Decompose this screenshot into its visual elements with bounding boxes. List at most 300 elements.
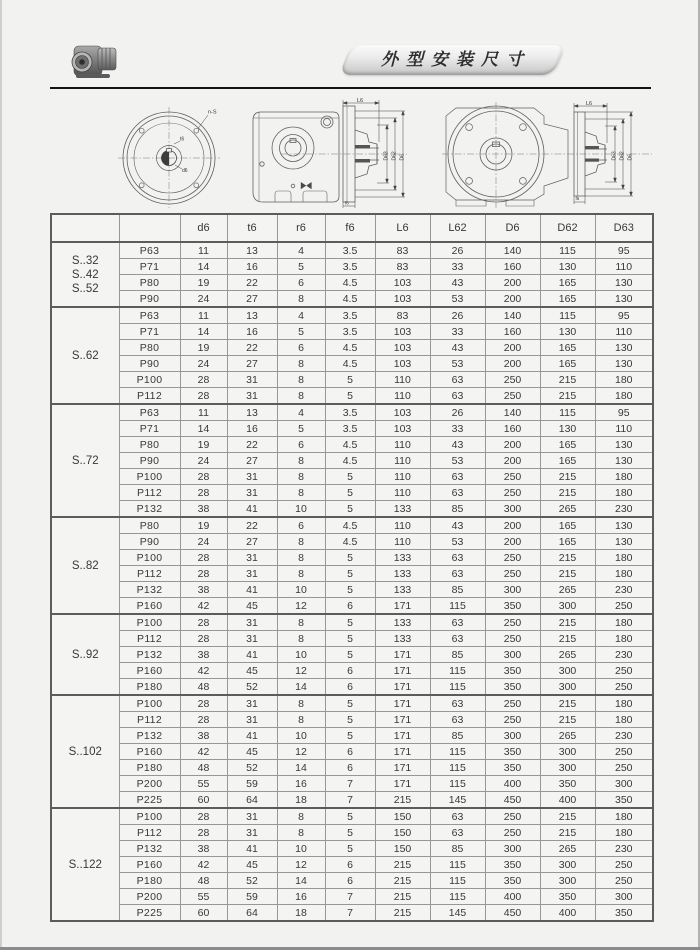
- dim-d62-label: D62: [619, 151, 626, 161]
- value-cell: 28: [180, 631, 227, 647]
- value-cell: 12: [277, 744, 325, 760]
- value-cell: 300: [595, 776, 653, 792]
- model-cell: P100: [119, 695, 180, 712]
- value-cell: 6: [325, 873, 375, 889]
- value-cell: 16: [227, 324, 277, 340]
- value-cell: 5: [325, 582, 375, 598]
- value-cell: 110: [375, 372, 430, 388]
- value-cell: 5: [277, 421, 325, 437]
- value-cell: 350: [485, 857, 540, 873]
- value-cell: 250: [485, 631, 540, 647]
- value-cell: 12: [277, 598, 325, 615]
- value-cell: 3.5: [325, 259, 375, 275]
- value-cell: 52: [227, 873, 277, 889]
- table-row: [51, 453, 653, 469]
- value-cell: 215: [540, 808, 595, 825]
- value-cell: 171: [375, 712, 430, 728]
- value-cell: 250: [485, 808, 540, 825]
- value-cell: 165: [540, 340, 595, 356]
- value-cell: 6: [277, 275, 325, 291]
- value-cell: 250: [485, 469, 540, 485]
- value-cell: 28: [180, 825, 227, 841]
- model-cell: P180: [119, 679, 180, 696]
- table-row: [51, 437, 653, 453]
- value-cell: 103: [375, 421, 430, 437]
- col-header-model-blank: [119, 214, 180, 242]
- value-cell: 8: [277, 485, 325, 501]
- table-row: [51, 679, 653, 696]
- value-cell: 180: [595, 712, 653, 728]
- value-cell: 350: [595, 905, 653, 922]
- model-cell: P160: [119, 857, 180, 873]
- value-cell: 180: [595, 631, 653, 647]
- model-cell: P200: [119, 776, 180, 792]
- value-cell: 27: [227, 534, 277, 550]
- value-cell: 59: [227, 889, 277, 905]
- value-cell: 16: [227, 259, 277, 275]
- value-cell: 10: [277, 647, 325, 663]
- value-cell: 5: [325, 728, 375, 744]
- value-cell: 18: [277, 905, 325, 922]
- value-cell: 3.5: [325, 242, 375, 259]
- value-cell: 300: [540, 760, 595, 776]
- model-cell: P71: [119, 324, 180, 340]
- value-cell: 63: [430, 808, 485, 825]
- value-cell: 115: [430, 744, 485, 760]
- value-cell: 45: [227, 857, 277, 873]
- value-cell: 22: [227, 517, 277, 534]
- value-cell: 200: [485, 437, 540, 453]
- value-cell: 165: [540, 453, 595, 469]
- value-cell: 300: [540, 598, 595, 615]
- value-cell: 43: [430, 437, 485, 453]
- value-cell: 103: [375, 356, 430, 372]
- value-cell: 180: [595, 372, 653, 388]
- value-cell: 133: [375, 631, 430, 647]
- header-rule: [50, 87, 651, 89]
- value-cell: 130: [595, 517, 653, 534]
- group-label: S..62: [51, 307, 119, 404]
- value-cell: 180: [595, 614, 653, 631]
- value-cell: 59: [227, 776, 277, 792]
- value-cell: 300: [485, 647, 540, 663]
- value-cell: 8: [277, 566, 325, 582]
- value-cell: 8: [277, 356, 325, 372]
- value-cell: 4.5: [325, 453, 375, 469]
- value-cell: 110: [375, 485, 430, 501]
- model-cell: P112: [119, 825, 180, 841]
- group-label: S..72: [51, 404, 119, 517]
- col-header-r6: r6: [277, 214, 325, 242]
- model-cell: P63: [119, 242, 180, 259]
- value-cell: 250: [485, 825, 540, 841]
- value-cell: 300: [540, 744, 595, 760]
- value-cell: 33: [430, 421, 485, 437]
- table-row: [51, 905, 653, 922]
- value-cell: 8: [277, 372, 325, 388]
- value-cell: 215: [540, 614, 595, 631]
- value-cell: 7: [325, 905, 375, 922]
- value-cell: 115: [430, 889, 485, 905]
- value-cell: 150: [375, 841, 430, 857]
- value-cell: 150: [375, 808, 430, 825]
- value-cell: 5: [325, 388, 375, 405]
- value-cell: 10: [277, 501, 325, 518]
- table-row: [51, 291, 653, 308]
- table-row: [51, 340, 653, 356]
- table-row: [51, 356, 653, 372]
- value-cell: 200: [485, 453, 540, 469]
- value-cell: 250: [485, 550, 540, 566]
- value-cell: 250: [595, 663, 653, 679]
- model-cell: P112: [119, 388, 180, 405]
- value-cell: 165: [540, 517, 595, 534]
- value-cell: 400: [540, 792, 595, 809]
- value-cell: 8: [277, 291, 325, 308]
- value-cell: 53: [430, 356, 485, 372]
- value-cell: 215: [540, 825, 595, 841]
- value-cell: 6: [325, 760, 375, 776]
- value-cell: 133: [375, 614, 430, 631]
- table-row: [51, 566, 653, 582]
- value-cell: 110: [375, 534, 430, 550]
- group-label: S..92: [51, 614, 119, 695]
- value-cell: 4.5: [325, 437, 375, 453]
- value-cell: 55: [180, 776, 227, 792]
- value-cell: 400: [485, 776, 540, 792]
- value-cell: 41: [227, 841, 277, 857]
- value-cell: 8: [277, 550, 325, 566]
- model-cell: P90: [119, 453, 180, 469]
- value-cell: 42: [180, 857, 227, 873]
- front-view-drawing: [416, 100, 656, 210]
- value-cell: 7: [325, 792, 375, 809]
- value-cell: 63: [430, 388, 485, 405]
- value-cell: 103: [375, 291, 430, 308]
- value-cell: 52: [227, 679, 277, 696]
- value-cell: 215: [375, 873, 430, 889]
- value-cell: 12: [277, 663, 325, 679]
- value-cell: 133: [375, 501, 430, 518]
- value-cell: 110: [375, 453, 430, 469]
- col-header-f6: f6: [325, 214, 375, 242]
- value-cell: 215: [375, 905, 430, 922]
- model-cell: P132: [119, 647, 180, 663]
- value-cell: 45: [227, 744, 277, 760]
- value-cell: 24: [180, 291, 227, 308]
- table-row: [51, 598, 653, 615]
- value-cell: 26: [430, 404, 485, 421]
- value-cell: 95: [595, 307, 653, 324]
- value-cell: 130: [595, 291, 653, 308]
- value-cell: 24: [180, 356, 227, 372]
- value-cell: 130: [540, 259, 595, 275]
- value-cell: 48: [180, 679, 227, 696]
- section-title-banner: [339, 45, 565, 75]
- value-cell: 60: [180, 905, 227, 922]
- value-cell: 4.5: [325, 275, 375, 291]
- value-cell: 350: [485, 760, 540, 776]
- value-cell: 115: [430, 776, 485, 792]
- value-cell: 110: [595, 259, 653, 275]
- value-cell: 14: [277, 679, 325, 696]
- gearbox-photo: [60, 36, 122, 86]
- value-cell: 63: [430, 631, 485, 647]
- value-cell: 43: [430, 517, 485, 534]
- value-cell: 14: [180, 421, 227, 437]
- value-cell: 28: [180, 469, 227, 485]
- value-cell: 250: [485, 485, 540, 501]
- value-cell: 180: [595, 695, 653, 712]
- value-cell: 110: [375, 388, 430, 405]
- model-cell: P80: [119, 437, 180, 453]
- value-cell: 4: [277, 307, 325, 324]
- value-cell: 28: [180, 550, 227, 566]
- model-cell: P160: [119, 744, 180, 760]
- value-cell: 13: [227, 307, 277, 324]
- value-cell: 83: [375, 242, 430, 259]
- value-cell: 38: [180, 582, 227, 598]
- value-cell: 13: [227, 242, 277, 259]
- value-cell: 350: [485, 663, 540, 679]
- group-label: S..102: [51, 695, 119, 808]
- value-cell: 28: [180, 566, 227, 582]
- table-row: [51, 808, 653, 825]
- value-cell: 5: [325, 550, 375, 566]
- dim-l6-label: L6: [357, 98, 364, 104]
- model-cell: P180: [119, 760, 180, 776]
- value-cell: 10: [277, 582, 325, 598]
- group-label: S..82: [51, 517, 119, 614]
- value-cell: 31: [227, 808, 277, 825]
- value-cell: 3.5: [325, 307, 375, 324]
- value-cell: 160: [485, 324, 540, 340]
- value-cell: 300: [485, 582, 540, 598]
- value-cell: 5: [277, 259, 325, 275]
- value-cell: 180: [595, 808, 653, 825]
- value-cell: 41: [227, 647, 277, 663]
- value-cell: 7: [325, 889, 375, 905]
- value-cell: 12: [277, 857, 325, 873]
- value-cell: 350: [540, 776, 595, 792]
- table-row: [51, 873, 653, 889]
- model-cell: P71: [119, 259, 180, 275]
- value-cell: 53: [430, 534, 485, 550]
- value-cell: 180: [595, 566, 653, 582]
- value-cell: 165: [540, 534, 595, 550]
- value-cell: 171: [375, 776, 430, 792]
- table-row: [51, 582, 653, 598]
- value-cell: 63: [430, 485, 485, 501]
- value-cell: 48: [180, 760, 227, 776]
- value-cell: 63: [430, 566, 485, 582]
- value-cell: 171: [375, 663, 430, 679]
- value-cell: 110: [595, 324, 653, 340]
- value-cell: 115: [540, 307, 595, 324]
- value-cell: 14: [277, 873, 325, 889]
- value-cell: 160: [485, 421, 540, 437]
- value-cell: 180: [595, 388, 653, 405]
- value-cell: 215: [540, 485, 595, 501]
- model-cell: P100: [119, 372, 180, 388]
- value-cell: 33: [430, 324, 485, 340]
- value-cell: 115: [430, 679, 485, 696]
- value-cell: 110: [375, 469, 430, 485]
- value-cell: 27: [227, 453, 277, 469]
- col-header-d6: d6: [180, 214, 227, 242]
- value-cell: 110: [375, 437, 430, 453]
- value-cell: 63: [430, 469, 485, 485]
- value-cell: 171: [375, 647, 430, 663]
- dimension-table: [50, 213, 654, 922]
- value-cell: 53: [430, 291, 485, 308]
- value-cell: 38: [180, 728, 227, 744]
- value-cell: 31: [227, 614, 277, 631]
- dim-d62-label: D62: [391, 151, 398, 161]
- dim-f6-label: f6: [575, 196, 580, 201]
- value-cell: 215: [540, 372, 595, 388]
- value-cell: 150: [375, 825, 430, 841]
- model-cell: P80: [119, 275, 180, 291]
- value-cell: 4.5: [325, 356, 375, 372]
- value-cell: 350: [540, 889, 595, 905]
- model-cell: P63: [119, 307, 180, 324]
- value-cell: 4.5: [325, 291, 375, 308]
- value-cell: 350: [485, 744, 540, 760]
- value-cell: 31: [227, 485, 277, 501]
- model-cell: P112: [119, 485, 180, 501]
- table-row: [51, 259, 653, 275]
- value-cell: 300: [595, 889, 653, 905]
- value-cell: 19: [180, 517, 227, 534]
- value-cell: 300: [485, 841, 540, 857]
- model-cell: P100: [119, 469, 180, 485]
- value-cell: 6: [325, 857, 375, 873]
- value-cell: 31: [227, 388, 277, 405]
- model-cell: P80: [119, 340, 180, 356]
- value-cell: 85: [430, 582, 485, 598]
- value-cell: 85: [430, 728, 485, 744]
- value-cell: 215: [375, 857, 430, 873]
- value-cell: 3.5: [325, 324, 375, 340]
- value-cell: 14: [277, 760, 325, 776]
- table-row: [51, 517, 653, 534]
- value-cell: 5: [325, 614, 375, 631]
- value-cell: 250: [485, 695, 540, 712]
- value-cell: 11: [180, 307, 227, 324]
- value-cell: 180: [595, 550, 653, 566]
- value-cell: 83: [375, 259, 430, 275]
- value-cell: 133: [375, 566, 430, 582]
- value-cell: 85: [430, 501, 485, 518]
- dim-l6-label: L6: [586, 101, 593, 107]
- value-cell: 171: [375, 679, 430, 696]
- value-cell: 28: [180, 808, 227, 825]
- value-cell: 200: [485, 534, 540, 550]
- value-cell: 171: [375, 744, 430, 760]
- table-row: [51, 404, 653, 421]
- value-cell: 133: [375, 550, 430, 566]
- value-cell: 180: [595, 485, 653, 501]
- value-cell: 400: [485, 889, 540, 905]
- value-cell: 41: [227, 501, 277, 518]
- value-cell: 5: [325, 841, 375, 857]
- value-cell: 4.5: [325, 517, 375, 534]
- value-cell: 28: [180, 614, 227, 631]
- table-row: [51, 372, 653, 388]
- value-cell: 145: [430, 905, 485, 922]
- table-row: [51, 647, 653, 663]
- value-cell: 215: [540, 388, 595, 405]
- table-row: [51, 485, 653, 501]
- model-cell: P160: [119, 598, 180, 615]
- value-cell: 5: [325, 712, 375, 728]
- value-cell: 4: [277, 404, 325, 421]
- value-cell: 4.5: [325, 534, 375, 550]
- value-cell: 3.5: [325, 421, 375, 437]
- value-cell: 215: [540, 566, 595, 582]
- model-cell: P132: [119, 728, 180, 744]
- value-cell: 250: [595, 598, 653, 615]
- value-cell: 64: [227, 792, 277, 809]
- value-cell: 55: [180, 889, 227, 905]
- value-cell: 200: [485, 291, 540, 308]
- value-cell: 130: [595, 340, 653, 356]
- value-cell: 63: [430, 372, 485, 388]
- value-cell: 14: [180, 324, 227, 340]
- value-cell: 400: [540, 905, 595, 922]
- value-cell: 6: [277, 340, 325, 356]
- value-cell: 115: [430, 760, 485, 776]
- value-cell: 265: [540, 501, 595, 518]
- value-cell: 160: [485, 259, 540, 275]
- value-cell: 8: [277, 712, 325, 728]
- value-cell: 145: [430, 792, 485, 809]
- value-cell: 200: [485, 517, 540, 534]
- value-cell: 350: [485, 679, 540, 696]
- value-cell: 16: [277, 889, 325, 905]
- value-cell: 115: [430, 663, 485, 679]
- value-cell: 250: [485, 614, 540, 631]
- value-cell: 43: [430, 340, 485, 356]
- value-cell: 180: [595, 825, 653, 841]
- value-cell: 64: [227, 905, 277, 922]
- value-cell: 115: [430, 857, 485, 873]
- value-cell: 38: [180, 841, 227, 857]
- value-cell: 215: [540, 469, 595, 485]
- dim-t6-label: t6: [180, 136, 185, 143]
- value-cell: 230: [595, 728, 653, 744]
- value-cell: 8: [277, 695, 325, 712]
- dim-d63-label: D63: [611, 151, 618, 161]
- col-header-group-blank: [51, 214, 119, 242]
- value-cell: 300: [540, 663, 595, 679]
- value-cell: 28: [180, 712, 227, 728]
- value-cell: 300: [540, 857, 595, 873]
- value-cell: 5: [325, 485, 375, 501]
- table-row: [51, 324, 653, 340]
- model-cell: P100: [119, 550, 180, 566]
- value-cell: 31: [227, 825, 277, 841]
- model-cell: P112: [119, 712, 180, 728]
- page-edge-left: [0, 0, 2, 950]
- table-row: [51, 388, 653, 405]
- value-cell: 250: [595, 857, 653, 873]
- value-cell: 45: [227, 598, 277, 615]
- model-cell: P100: [119, 614, 180, 631]
- value-cell: 31: [227, 712, 277, 728]
- value-cell: 250: [485, 388, 540, 405]
